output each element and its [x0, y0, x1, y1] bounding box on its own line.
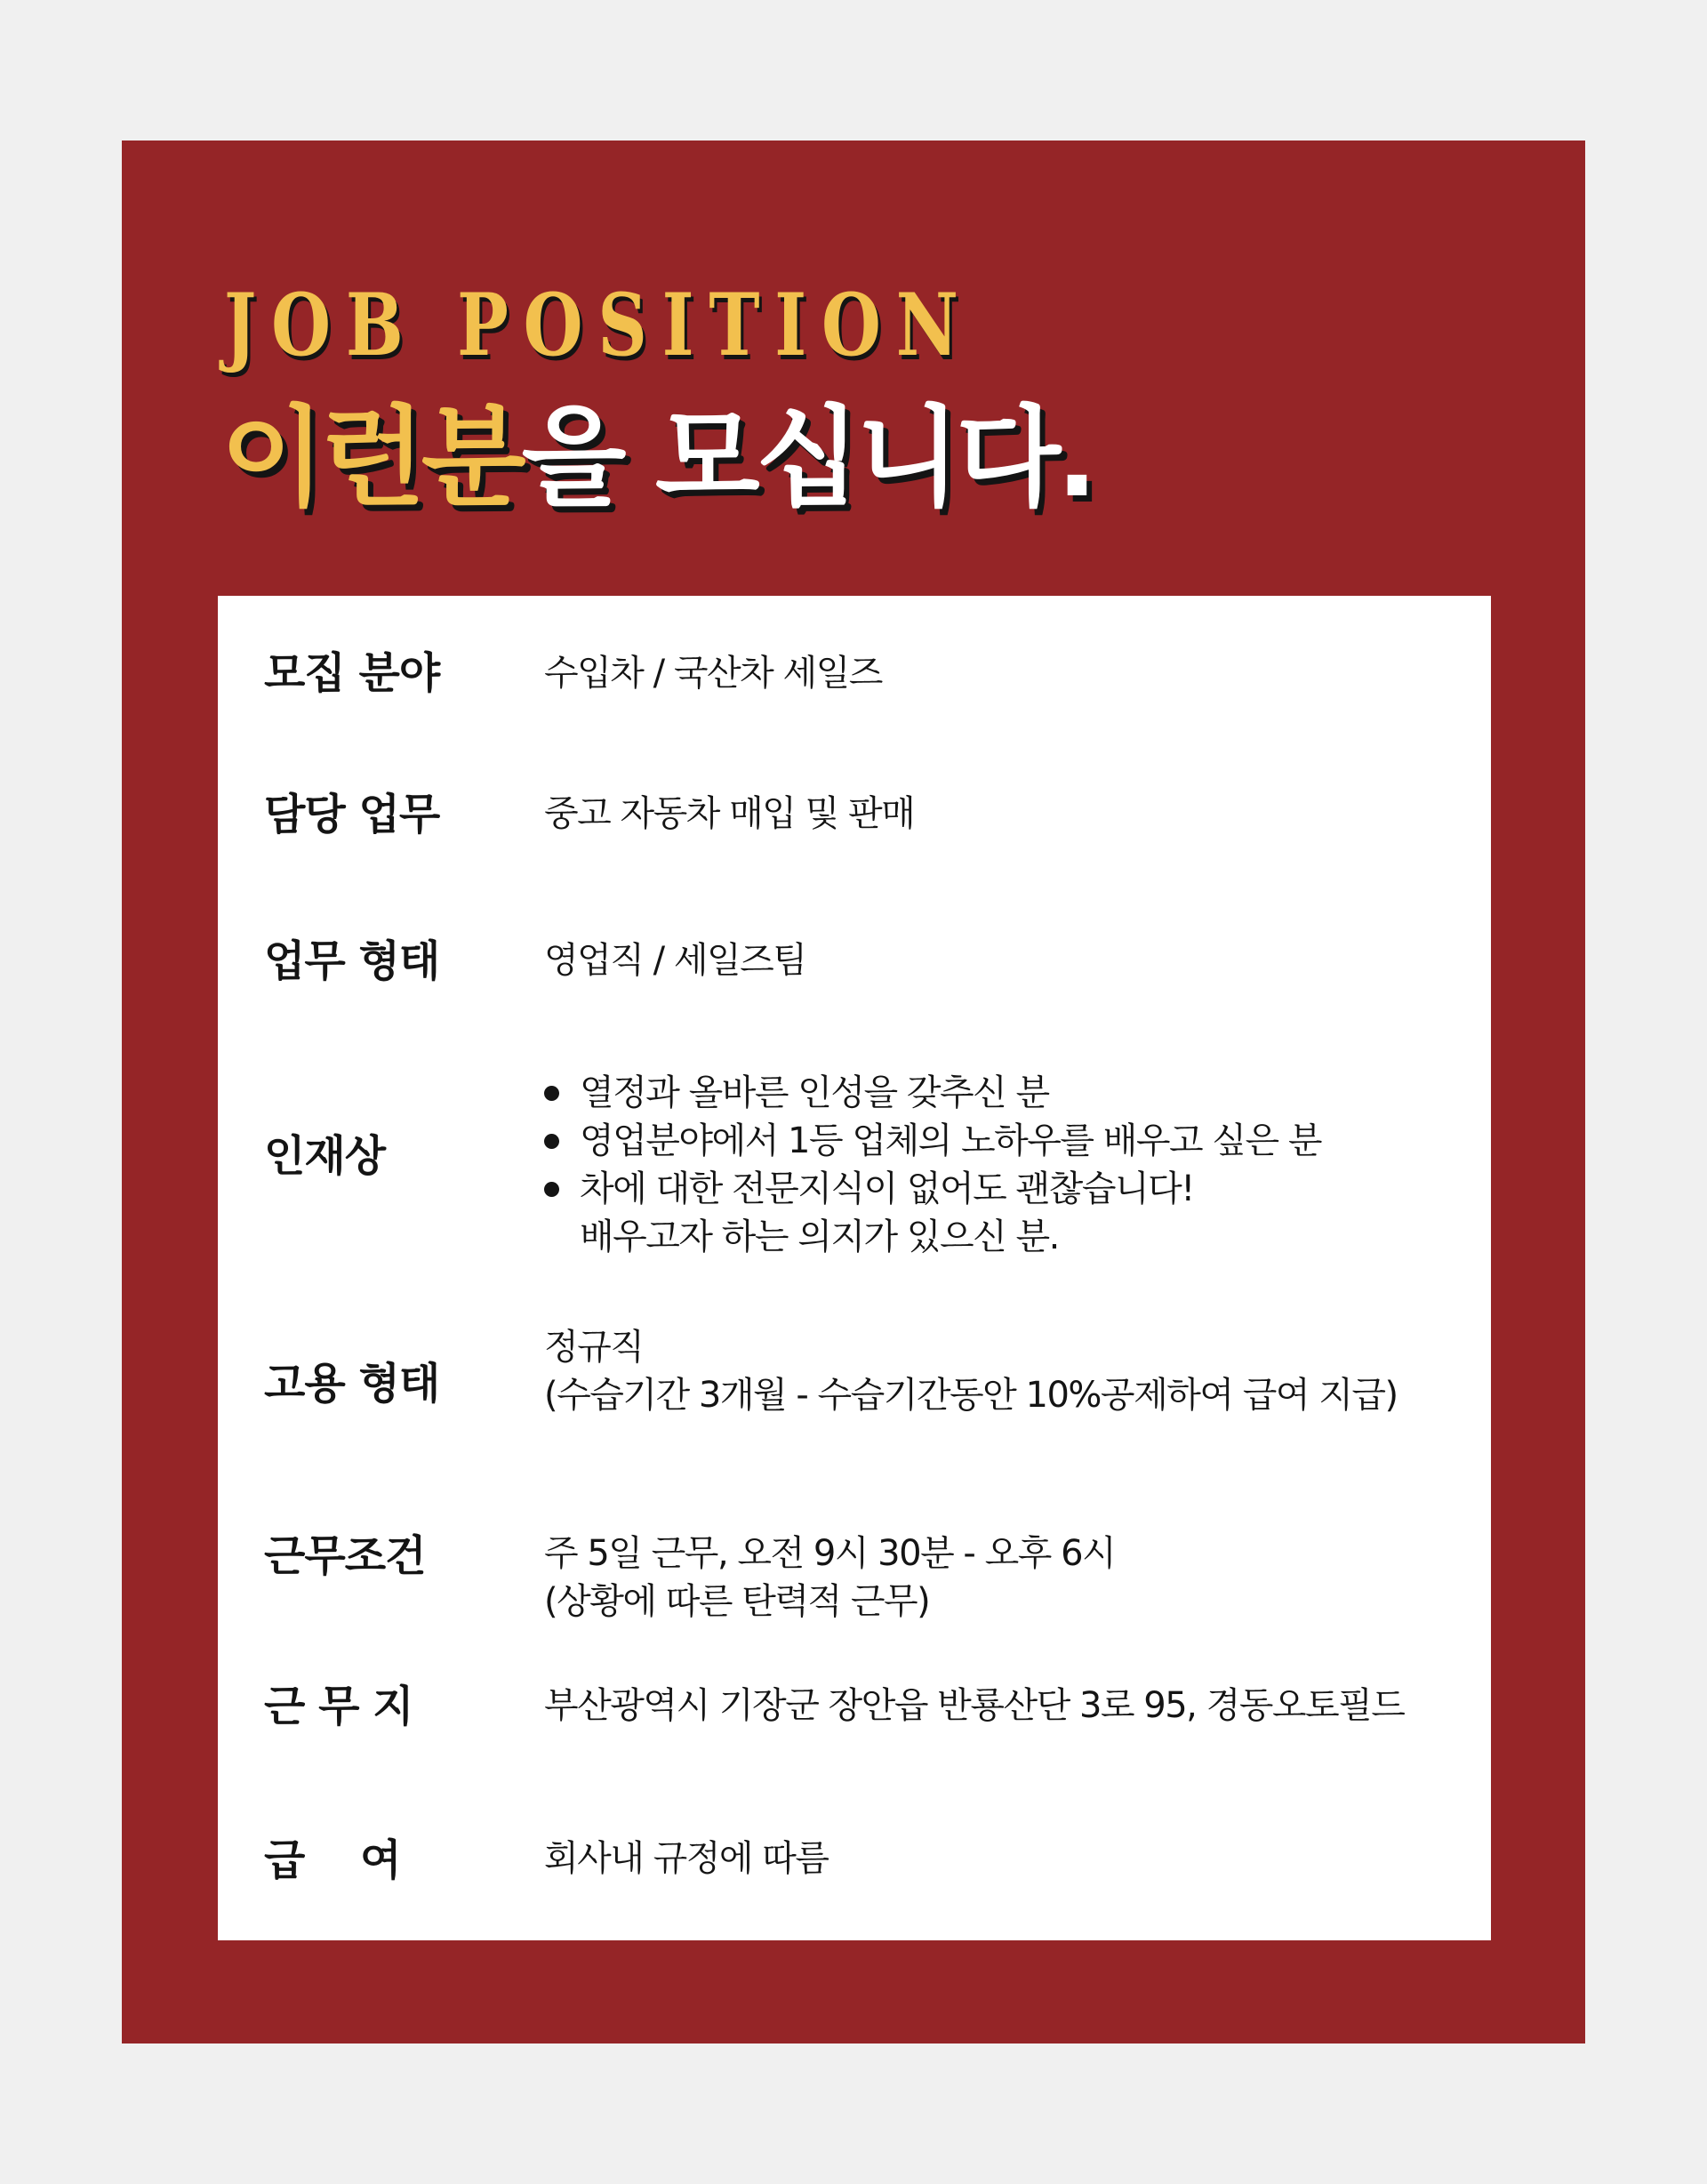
salary-label: 급 여 — [264, 1835, 401, 1885]
field-label: 모집 분야 — [264, 648, 440, 698]
ideal-item-text: 열정과 올바른 인성을 갖추신 분 — [580, 1072, 1049, 1113]
ideal-item-continuation: 배우고자 하는 의지가 있으신 분. — [580, 1216, 1059, 1257]
employment-note: (수습기간 3개월 - 수습기간동안 10%공제하여 급여 지급) — [544, 1375, 1398, 1416]
conditions-value — [544, 1530, 1115, 1626]
salary-value: 회사내 규정에 따름 — [544, 1838, 829, 1879]
work-type-value: 영업직 / 세일즈팀 — [544, 940, 806, 981]
ideal-item — [544, 1069, 1321, 1117]
headline-highlight: 이런분 — [220, 395, 522, 521]
location-value: 부산광역시 기장군 장안읍 반룡산단 3로 95, 경동오토필드 — [544, 1685, 1405, 1726]
ideal-list — [544, 1069, 1321, 1261]
employment-label: 고용 형태 — [264, 1359, 440, 1409]
duty-value: 중고 자동차 매입 및 판매 — [544, 793, 915, 834]
conditions-note: (상황에 따른 탄력적 근무) — [544, 1581, 930, 1622]
ideal-item-text: 영업분야에서 1등 업체의 노하우를 배우고 싶은 분 — [580, 1120, 1322, 1161]
field-value: 수입차 / 국산차 세일즈 — [544, 653, 882, 694]
ideal-label: 인재상 — [264, 1131, 386, 1181]
headline-rest: 을 모십니다. — [521, 395, 1094, 521]
ideal-item — [544, 1117, 1321, 1165]
employment-value — [544, 1323, 1398, 1419]
ideal-item — [544, 1165, 1321, 1261]
employment-type: 정규직 — [544, 1327, 644, 1368]
eyebrow-title: JOB POSITION — [224, 275, 974, 375]
conditions-hours: 주 5일 근무, 오전 9시 30분 - 오후 6시 — [544, 1533, 1116, 1574]
conditions-label: 근무조건 — [264, 1531, 426, 1581]
duty-label: 담당 업무 — [264, 790, 440, 839]
location-label: 근 무 지 — [264, 1682, 413, 1731]
work-type-label: 업무 형태 — [264, 936, 440, 986]
ideal-item-text: 차에 대한 전문지식이 없어도 괜찮습니다! — [580, 1168, 1194, 1209]
headline — [220, 395, 1094, 521]
